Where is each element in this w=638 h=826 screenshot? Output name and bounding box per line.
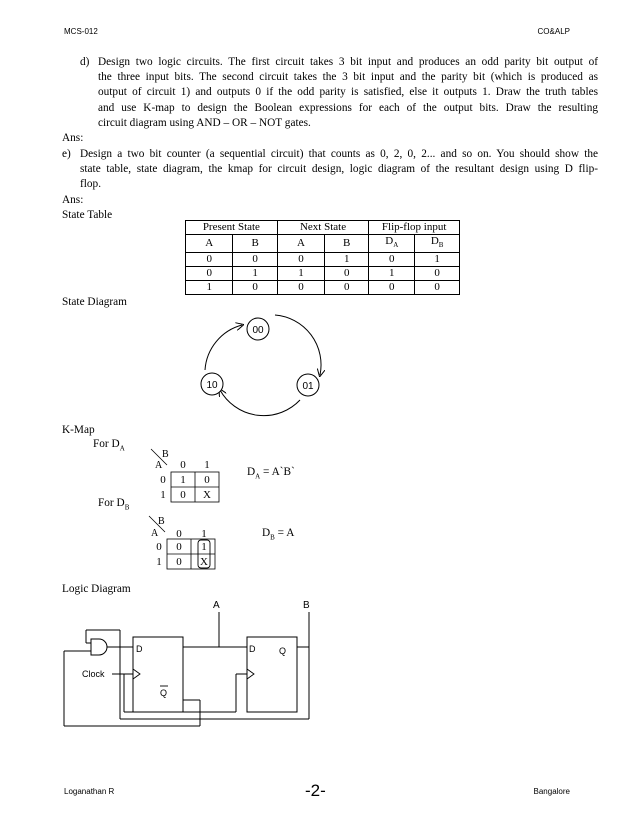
question-d-line: output of circuit 1) and outputs 0 if the odd parity is satisfied, else it outputs 1. Draw the truth tables: [98, 86, 598, 99]
table-cell: 1: [415, 253, 460, 267]
column-header: B: [325, 235, 369, 253]
and-gate: [91, 639, 107, 655]
kmap-label: K-Map: [62, 424, 95, 436]
table-cell: 0: [369, 281, 415, 295]
question-e-line: state table, state diagram, the kmap for circuit design, logic diagram of the resultant design using D flip-: [80, 163, 598, 176]
table-cell: 1: [277, 267, 324, 281]
table-column-row: [186, 235, 460, 253]
kmap-db: [143, 512, 233, 574]
question-e-line: Design a two bit counter (a sequential circuit) that counts as 0, 2, 0, 2... and so on. You should show the: [80, 148, 598, 160]
table-row: [186, 253, 460, 267]
kmap-cell: 1: [180, 474, 186, 486]
kmap-col-head: 1: [201, 528, 207, 540]
table-cell: 0: [277, 281, 324, 295]
column-header-sub: A: [393, 241, 399, 250]
table-cell: 0: [369, 253, 415, 267]
kmap-col-head: 0: [176, 528, 182, 540]
question-d-line: Design two logic circuits. The first circuit takes 3 bit input and produces an odd parity bit output of: [98, 56, 598, 68]
state-label: 00: [252, 325, 264, 336]
kmap-row-head: 1: [156, 556, 162, 568]
table-row: [186, 281, 460, 295]
kmap-cell: X: [200, 556, 208, 568]
header-flip-flop-input: Flip-flop input: [369, 221, 460, 235]
answer-label: Ans:: [62, 194, 84, 206]
kmap-row-head: 0: [160, 474, 166, 486]
logic-diagram: [0, 590, 638, 740]
question-d-line: and use K-map to design the Boolean expressions for each of the output bits. Draw the resulting: [98, 101, 598, 114]
kmap-title-sub: B: [124, 503, 130, 512]
equation-sub: A: [255, 472, 261, 481]
ff2-q-label: Q: [279, 646, 287, 656]
table-cell: 1: [186, 281, 233, 295]
input-b-label: B: [303, 600, 310, 611]
kmap-row-var: A: [151, 528, 159, 539]
ff2-clock-triangle: [247, 669, 254, 679]
kmap-db-equation: [262, 527, 294, 541]
column-header: B: [233, 235, 277, 253]
question-e-line: flop.: [80, 178, 102, 191]
table-cell: 0: [186, 253, 233, 267]
answer-label: Ans:: [62, 132, 84, 144]
table-row: [186, 267, 460, 281]
transition-arrow: [205, 325, 242, 370]
table-cell: 0: [415, 281, 460, 295]
table-cell: 1: [233, 267, 277, 281]
kmap-cell: 0: [180, 489, 186, 501]
kmap-da-title: [93, 438, 125, 452]
logic-diagram-label: Logic Diagram: [62, 583, 131, 595]
column-header: [415, 235, 460, 253]
kmap-row-head: 0: [156, 541, 162, 553]
table-cell: 0: [277, 253, 324, 267]
column-header-sub: B: [438, 241, 444, 250]
kmap-db-title: [98, 497, 129, 511]
ff1-clock-triangle: [133, 669, 140, 679]
kmap-cell: X: [203, 489, 211, 501]
table-cell: 0: [325, 267, 369, 281]
question-d-text: [98, 55, 598, 131]
state-label: 01: [302, 381, 314, 392]
kmap-title-sub: A: [119, 444, 125, 453]
equation-sub: B: [270, 533, 275, 542]
input-a-label: A: [213, 600, 220, 611]
ff1-d-label: D: [136, 644, 143, 654]
table-cell: 0: [325, 281, 369, 295]
kmap-col-head: 1: [204, 459, 210, 471]
footer-left: Loganathan R: [64, 787, 115, 796]
question-d-marker: d): [80, 56, 90, 68]
table-cell: 1: [369, 267, 415, 281]
clock-label: Clock: [82, 669, 105, 679]
question-e-text: [80, 147, 598, 193]
table-cell: 0: [233, 253, 277, 267]
kmap-row-head: 1: [160, 489, 166, 501]
question-d-line: the three input bits. The second circuit takes the 3 bit input and the parity bit (which is produced as: [98, 71, 598, 84]
column-header: A: [186, 235, 233, 253]
table-cell: 0: [233, 281, 277, 295]
ff2-d-label: D: [249, 644, 256, 654]
header-left: MCS-012: [64, 27, 98, 36]
transition-arrow: [220, 390, 300, 416]
table-cell: 1: [325, 253, 369, 267]
page-number: -2-: [305, 781, 326, 800]
kmap-row-var: A: [155, 460, 163, 471]
column-header-main: D: [385, 235, 394, 247]
equation-rhs: = A: [274, 527, 295, 539]
table-cell: 0: [186, 267, 233, 281]
kmap-da-equation: [247, 466, 295, 480]
question-d-line: circuit diagram using AND – OR – NOT gates.: [98, 116, 311, 129]
kmap-title-main: For D: [93, 438, 120, 450]
kmap-col-head: 0: [180, 459, 186, 471]
kmap-cell: 0: [176, 556, 182, 568]
kmap-col-var: B: [162, 449, 169, 460]
equation-rhs: = A`B`: [260, 466, 295, 478]
kmap-cell: 1: [201, 541, 207, 553]
state-table: [185, 220, 460, 295]
transition-arrow: [275, 315, 321, 375]
equation-lhs: D: [247, 466, 256, 478]
header-right: CO&ALP: [537, 27, 570, 36]
question-e-marker: e): [62, 148, 71, 160]
column-header: [369, 235, 415, 253]
kmap-cell: 0: [176, 541, 182, 553]
footer-right: Bangalore: [533, 787, 570, 796]
kmap-cell: 0: [204, 474, 210, 486]
column-header-main: D: [430, 235, 439, 247]
state-table-label: State Table: [62, 209, 113, 221]
state-diagram: [190, 305, 350, 425]
header-next-state: Next State: [277, 221, 369, 235]
equation-lhs: D: [262, 527, 271, 539]
table-cell: 0: [415, 267, 460, 281]
state-diagram-label: State Diagram: [62, 296, 127, 308]
kmap-da: [145, 445, 235, 507]
header-present-state: Present State: [186, 221, 278, 235]
ff1-qbar-label: Q: [160, 688, 168, 698]
kmap-col-var: B: [158, 516, 165, 527]
column-header: A: [277, 235, 324, 253]
kmap-title-main: For D: [98, 497, 125, 509]
state-label: 10: [206, 380, 218, 391]
